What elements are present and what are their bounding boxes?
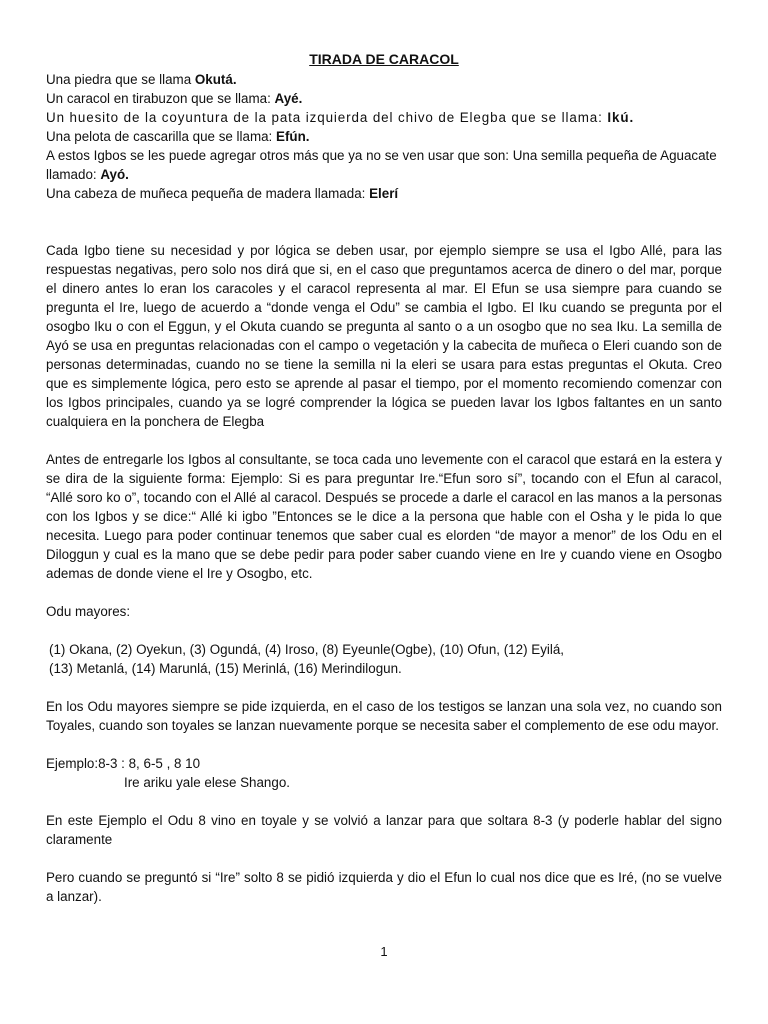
intro-text: A estos Igbos se les puede agregar otros más que ya no se ven usar que son: Una semilla pequeña de Aguacate llamado: [46, 148, 717, 182]
spacer [46, 583, 722, 602]
intro-list [46, 70, 722, 203]
document-page [46, 50, 722, 906]
intro-term: Efún. [276, 129, 310, 144]
paragraph-igbo-usage: Cada Igbo tiene su necesidad y por lógica se deben usar, por ejemplo siempre se usa el Igbo Allé, para las respuestas negativas, pero solo nos dirá que si, en el caso que preguntamos acerca de dinero o del mar, porque el dinero antes lo eran los caracoles y el caracol representa al mar. El Efun se usa siempre para cuando se pregunta el Ire, luego de acuerdo a “donde venga el Odu” se cambia el Igbo. El Iku cuando se pregunta por el osogbo Iku o con el Eggun, y el Okuta cuando se pregunta al santo o a un osogbo que no sea Iku. La semilla de Ayó se usa en preguntas relacionadas con el campo o vegetación y la cabecita de muñeca o Eleri cuando son de personas determinadas, cuando no se tiene la semilla ni la eleri se usara para estas preguntas el Okuta. Creo que es simplemente lógica, pero esto se aprende al pasar el tiempo, por el momento recomiendo comenzar con los Igbos principales, cuando ya se logré comprender la lógica se pueden lavar los Igbos faltantes en un santo cualquiera en la ponchera de Elegba [46, 243, 722, 429]
intro-text: Una pelota de cascarilla que se llama: [46, 129, 277, 144]
intro-item-efun [46, 127, 722, 146]
spacer [46, 678, 722, 697]
spacer [46, 792, 722, 811]
intro-term: Ayó. [100, 167, 129, 182]
example-line: Ejemplo:8-3 : 8, 6-5 , 8 10 [46, 756, 201, 771]
odu-list [46, 640, 722, 678]
spacer [46, 849, 722, 868]
intro-term: Okutá. [194, 72, 237, 87]
spacer [46, 431, 722, 450]
spacer [46, 735, 722, 754]
intro-item-ayo [46, 146, 722, 184]
paragraph-odu-mayores: En los Odu mayores siempre se pide izquierda, en el caso de los testigos se lanzan una sola vez, no cuando son Toyales, cuando son toyales se lanzan nuevamente porque se necesita saber el complemento de ese odu mayor. [46, 699, 722, 733]
spacer [46, 203, 722, 241]
intro-item-okuta [46, 70, 722, 89]
page-number: 1 [380, 944, 388, 959]
intro-item-iku [46, 108, 722, 127]
odu-heading: Odu mayores: [46, 604, 131, 619]
intro-term: Ikú. [607, 110, 635, 125]
odu-line: (13) Metanlá, (14) Marunlá, (15) Merinlá, (16) Merindilogun. [49, 661, 402, 676]
intro-text: Una piedra que se llama [46, 72, 195, 87]
intro-item-eleri [46, 184, 722, 203]
intro-text: Un caracol en tirabuzon que se llama: [46, 91, 275, 106]
paragraph-example-toyale: En este Ejemplo el Odu 8 vino en toyale y se volvió a lanzar para que soltara 8-3 (y poderle hablar del signo claramente [46, 813, 722, 847]
document-title: TIRADA DE CARACOL [309, 51, 459, 67]
odu-line: (1) Okana, (2) Oyekun, (3) Ogundá, (4) Iroso, (8) Eyeunle(Ogbe), (10) Ofun, (12) Eyilá, [49, 642, 565, 657]
intro-item-aye [46, 89, 722, 108]
intro-text: Una cabeza de muñeca pequeña de madera llamada: [46, 186, 370, 201]
paragraph-igbo-delivery: Antes de entregarle los Igbos al consultante, se toca cada uno levemente con el caracol que estará en la estera y se dira de la siguiente forma: Ejemplo: Si es para preguntar Ire.“Efun soro sí”, tocando con el Efun al caracol, “Allé soro ko o”, tocando con el Allé al caracol. Después se procede a darle el caracol en las manos a la personas con los Igbos y se dice:“ Allé ki igbo ”Entonces se le dice a la persona que hable con el Osha y le pida lo que necesita. Luego para poder continuar tenemos que saber cual es elorden “de mayor a menor” de los Odu en el Diloggun y cual es la mano que se debe pedir para poder saber cuando viene en Ire y cuando viene en Osogbo ademas de donde viene el Ire y Osogbo, etc. [46, 452, 722, 581]
intro-text: Un huesito de la coyuntura de la pata izquierda del chivo de Elegba que se llama: [46, 110, 608, 125]
spacer [46, 621, 722, 640]
paragraph-ire: Pero cuando se preguntó si “Ire” solto 8 se pidió izquierda y dio el Efun lo cual nos dice que es Iré, (no se vuelve a lanzar). [46, 870, 722, 904]
intro-term: Elerí [369, 186, 399, 201]
intro-term: Ayé. [274, 91, 303, 106]
example-sub: Ire ariku yale elese Shango. [124, 775, 290, 790]
